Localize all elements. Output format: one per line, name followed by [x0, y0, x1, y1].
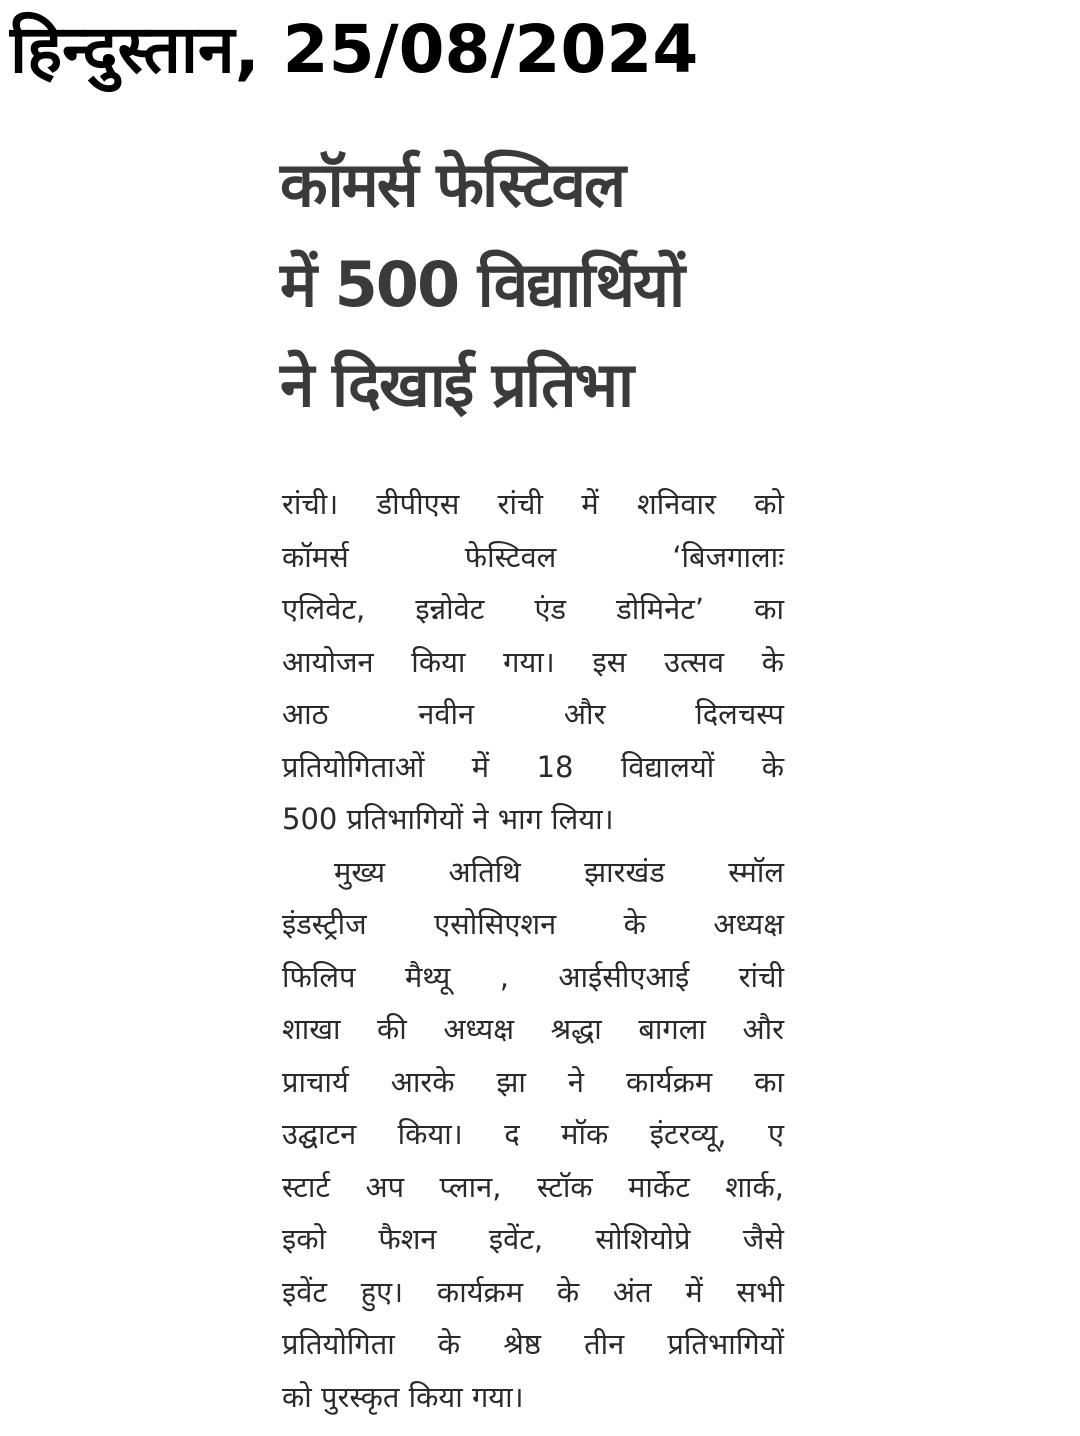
body-line: उद्घाटन किया। द मॉक इंटरव्यू, ए: [282, 1117, 784, 1151]
body-line: कॉमर्स फेस्टिवल ‘बिजगालाः: [282, 539, 784, 574]
body-line: फिलिप मैथ्यू , आईसीएआई रांची: [282, 959, 784, 994]
body-line: प्राचार्य आरके झा ने कार्यक्रम का: [282, 1064, 784, 1099]
headline-line: कॉमर्स फेस्टिवल: [280, 148, 624, 221]
body-line: आठ नवीन और दिलचस्प: [282, 697, 784, 731]
body-line: रांची। डीपीएस रांची में शनिवार को: [282, 487, 784, 521]
article-body: [282, 478, 784, 1423]
body-line: स्टार्ट अप प्लान, स्टॉक मार्केट शार्क,: [282, 1169, 784, 1204]
body-line: शाखा की अध्यक्ष श्रद्धा बागला और: [282, 1012, 784, 1046]
body-line: 500 प्रतिभागियों ने भाग लिया।: [282, 802, 614, 836]
body-line: मुख्य अतिथि झारखंड स्मॉल: [334, 854, 784, 889]
body-line: को पुरस्कृत किया गया।: [282, 1379, 524, 1414]
body-line: इवेंट हुए। कार्यक्रम के अंत में सभी: [282, 1274, 784, 1309]
body-line: इंडस्ट्रीज एसोसिएशन के अध्यक्ष: [282, 907, 784, 941]
body-line: प्रतियोगिताओं में 18 विद्यालयों के: [282, 749, 784, 784]
body-line: आयोजन किया गया। इस उत्सव के: [282, 644, 784, 679]
body-line: इको फैशन इवेंट, सोशियोप्रे जैसे: [282, 1222, 784, 1256]
headline-line: ने दिखाई प्रतिभा: [280, 348, 633, 421]
headline-line: में 500 विद्यार्थियों: [280, 248, 684, 321]
body-line: प्रतियोगिता के श्रेष्ठ तीन प्रतिभागियों: [282, 1327, 784, 1361]
article-headline: [280, 135, 800, 435]
masthead-newspaper-date: हिन्दुस्तान, 25/08/2024: [10, 11, 699, 88]
body-line: एलिवेट, इन्नोवेट एंड डोमिनेट’ का: [282, 592, 784, 626]
